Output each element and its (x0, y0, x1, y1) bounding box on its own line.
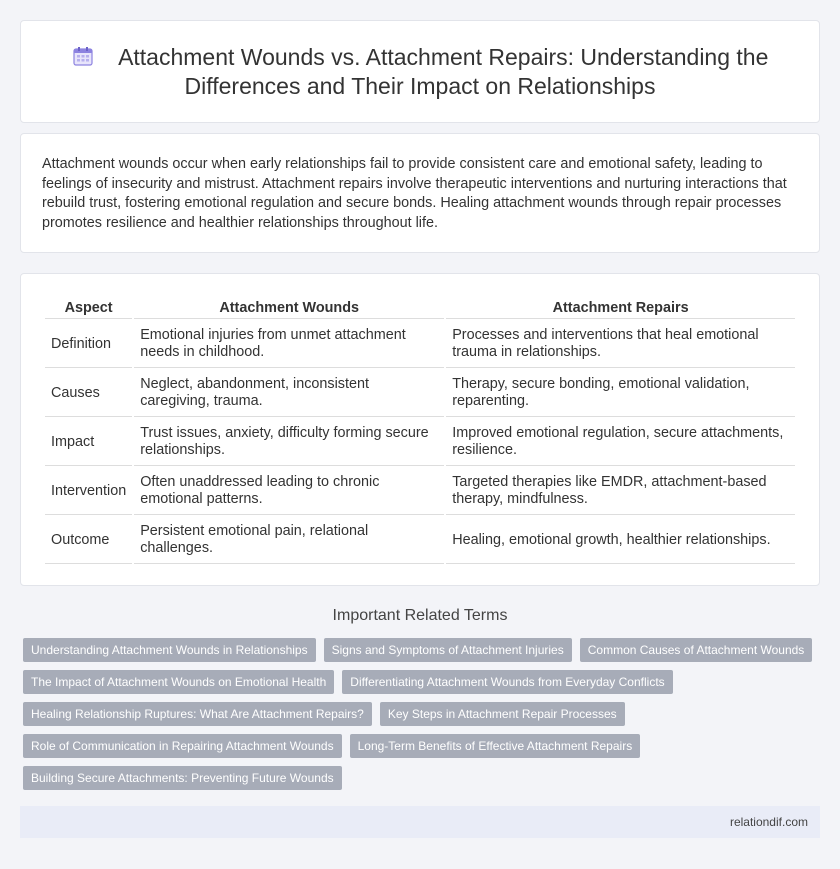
intro-card (20, 133, 820, 253)
table-row (45, 370, 795, 417)
related-terms-heading: Important Related Terms (332, 607, 508, 624)
cell-wounds: Trust issues, anxiety, difficulty forming secure relationships. (134, 419, 444, 466)
comparison-table (43, 295, 797, 566)
cell-repairs: Processes and interventions that heal emotional trauma in relationships. (446, 321, 795, 368)
footer-site-link[interactable]: relationdif.com (729, 815, 808, 829)
cell-repairs: Targeted therapies like EMDR, attachment-based therapy, mindfulness. (446, 468, 795, 515)
column-header-repairs: Attachment Repairs (446, 297, 795, 319)
related-term-tag[interactable]: Common Causes of Attachment Wounds (580, 638, 813, 662)
cell-wounds: Often unaddressed leading to chronic emotional patterns. (134, 468, 444, 515)
cell-wounds: Neglect, abandonment, inconsistent caregiving, trauma. (134, 370, 444, 417)
related-term-tag[interactable]: Healing Relationship Ruptures: What Are Attachment Repairs? (23, 702, 372, 726)
related-term-tag[interactable]: Understanding Attachment Wounds in Relationships (23, 638, 316, 662)
cell-aspect: Impact (45, 419, 132, 466)
cell-wounds: Emotional injuries from unmet attachment needs in childhood. (134, 321, 444, 368)
cell-repairs: Therapy, secure bonding, emotional validation, reparenting. (446, 370, 795, 417)
related-term-tag[interactable]: Key Steps in Attachment Repair Processes (380, 702, 625, 726)
column-header-aspect: Aspect (45, 297, 132, 319)
page-title: Attachment Wounds vs. Attachment Repairs: Understanding the Differences and Their Impact on Relationships (118, 43, 769, 99)
table-row (45, 321, 795, 368)
related-terms-section (20, 606, 820, 790)
cell-aspect: Definition (45, 321, 132, 368)
related-term-tag[interactable]: Differentiating Attachment Wounds from Everyday Conflicts (342, 670, 672, 694)
related-term-tag[interactable]: Signs and Symptoms of Attachment Injuries (324, 638, 572, 662)
related-term-tag[interactable]: Long-Term Benefits of Effective Attachment Repairs (350, 734, 641, 758)
table-row (45, 419, 795, 466)
related-term-tag[interactable]: The Impact of Attachment Wounds on Emotional Health (23, 670, 334, 694)
title-wrap (51, 43, 789, 101)
cell-aspect: Intervention (45, 468, 132, 515)
cell-repairs: Improved emotional regulation, secure attachments, resilience. (446, 419, 795, 466)
cell-repairs: Healing, emotional growth, healthier relationships. (446, 517, 795, 564)
cell-aspect: Causes (45, 370, 132, 417)
intro-text: Attachment wounds occur when early relationships fail to provide consistent care and emotional safety, leading to feelings of insecurity and mistrust. Attachment repairs involve therapeutic interventions and nurturing interactions that rebuild trust, fostering emotional regulation and secure bonds. Healing attachment wounds through repair processes promotes resilience and healthier relationships throughout life. (42, 156, 787, 231)
calendar-icon (72, 45, 94, 67)
cell-wounds: Persistent emotional pain, relational challenges. (134, 517, 444, 564)
related-term-tag[interactable]: Role of Communication in Repairing Attachment Wounds (23, 734, 342, 758)
table-row (45, 468, 795, 515)
column-header-wounds: Attachment Wounds (134, 297, 444, 319)
related-term-tag[interactable]: Building Secure Attachments: Preventing Future Wounds (23, 766, 342, 790)
footer (20, 806, 820, 838)
cell-aspect: Outcome (45, 517, 132, 564)
related-terms-list (20, 638, 820, 790)
comparison-table-card (20, 273, 820, 586)
title-card (20, 20, 820, 123)
table-header-row (45, 297, 795, 319)
table-row (45, 517, 795, 564)
